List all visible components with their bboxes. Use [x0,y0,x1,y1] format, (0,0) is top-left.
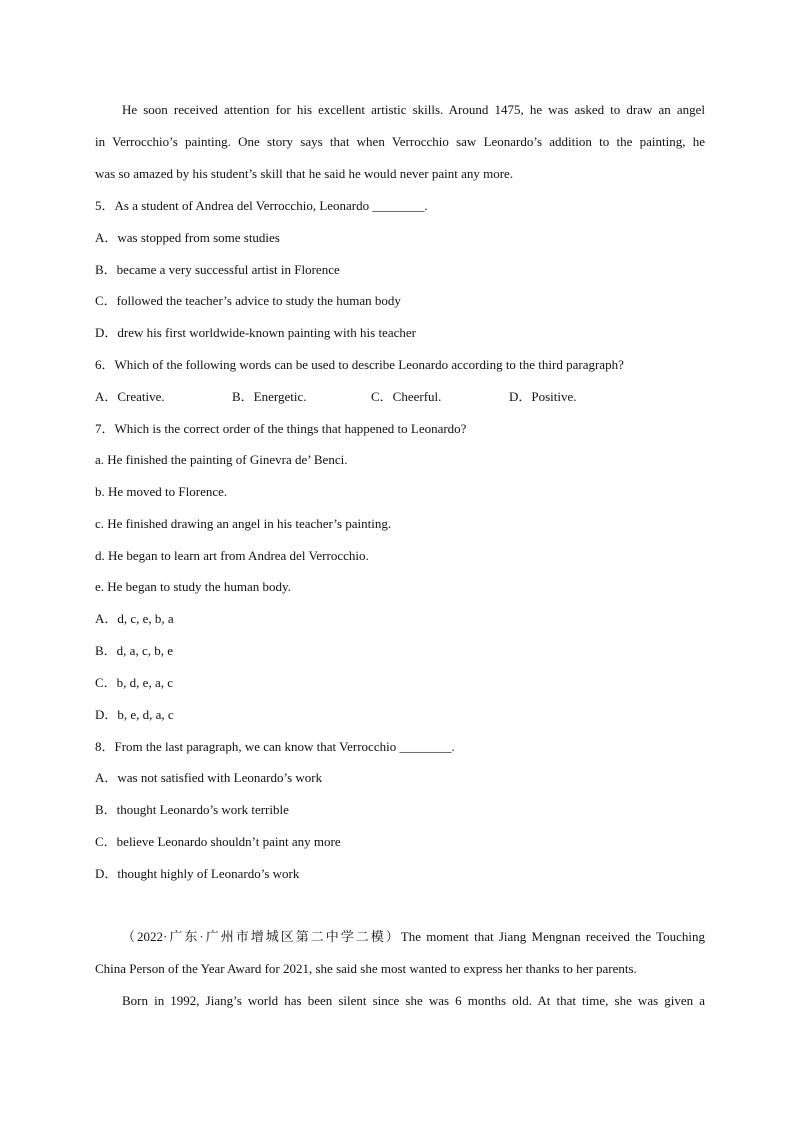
question-7-event: c. He finished drawing an angel in his teacher’s painting. [95,516,392,531]
passage-line: Born in 1992, Jiang’s world has been silent since she was 6 months old. At that time, she was given a [122,993,705,1008]
passage-line: was so amazed by his student’s skill that he said he would never paint any more. [95,166,514,181]
question-8-option-a[interactable]: A．was not satisfied with Leonardo’s work [95,770,323,785]
question-7-option-a[interactable]: A．d, c, e, b, a [95,611,174,626]
question-7-event: b. He moved to Florence. [95,484,228,499]
question-7-event: d. He began to learn art from Andrea del Verrocchio. [95,548,369,563]
question-6-option-a[interactable]: A．Creative. [95,389,165,404]
question-8-option-d[interactable]: D．thought highly of Leonardo’s work [95,866,300,881]
question-6-stem: 6．Which of the following words can be used to describe Leonardo according to the third paragraph? [95,357,624,372]
question-8-option-b[interactable]: B．thought Leonardo’s work terrible [95,802,289,817]
question-5-option-d[interactable]: D．drew his first worldwide-known painting with his teacher [95,325,416,340]
question-6-option-c[interactable]: C．Cheerful. [371,389,442,404]
passage-line: China Person of the Year Award for 2021, she said she most wanted to express her thanks to her parents. [95,961,637,976]
question-5-stem: 5．As a student of Andrea del Verrocchio, Leonardo ________. [95,198,428,213]
question-7-event: e. He began to study the human body. [95,579,291,594]
question-8-stem: 8．From the last paragraph, we can know that Verrocchio ________. [95,739,455,754]
question-6-options [95,388,705,406]
passage-line: He soon received attention for his excellent artistic skills. Around 1475, he was asked to draw an angel [122,102,705,117]
question-8-option-c[interactable]: C．believe Leonardo shouldn’t paint any more [95,834,341,849]
question-7-option-c[interactable]: C．b, d, e, a, c [95,675,173,690]
question-5-option-c[interactable]: C．followed the teacher’s advice to study the human body [95,293,401,308]
question-7-option-b[interactable]: B．d, a, c, b, e [95,643,173,658]
question-7-option-d[interactable]: D．b, e, d, a, c [95,707,174,722]
question-7-stem: 7．Which is the correct order of the things that happened to Leonardo? [95,421,467,436]
passage-line: （2022·广东·广州市增城区第二中学二模）The moment that Jiang Mengnan received the Touching [122,929,705,944]
question-6-option-d[interactable]: D．Positive. [509,389,577,404]
passage-line: in Verrocchio’s painting. One story says that when Verrocchio saw Leonardo’s addition to the painting, he [95,134,705,149]
question-7-event: a. He finished the painting of Ginevra de’ Benci. [95,452,348,467]
question-5-option-a[interactable]: A．was stopped from some studies [95,230,280,245]
question-5-option-b[interactable]: B．became a very successful artist in Florence [95,262,340,277]
question-6-option-b[interactable]: B．Energetic. [232,389,307,404]
